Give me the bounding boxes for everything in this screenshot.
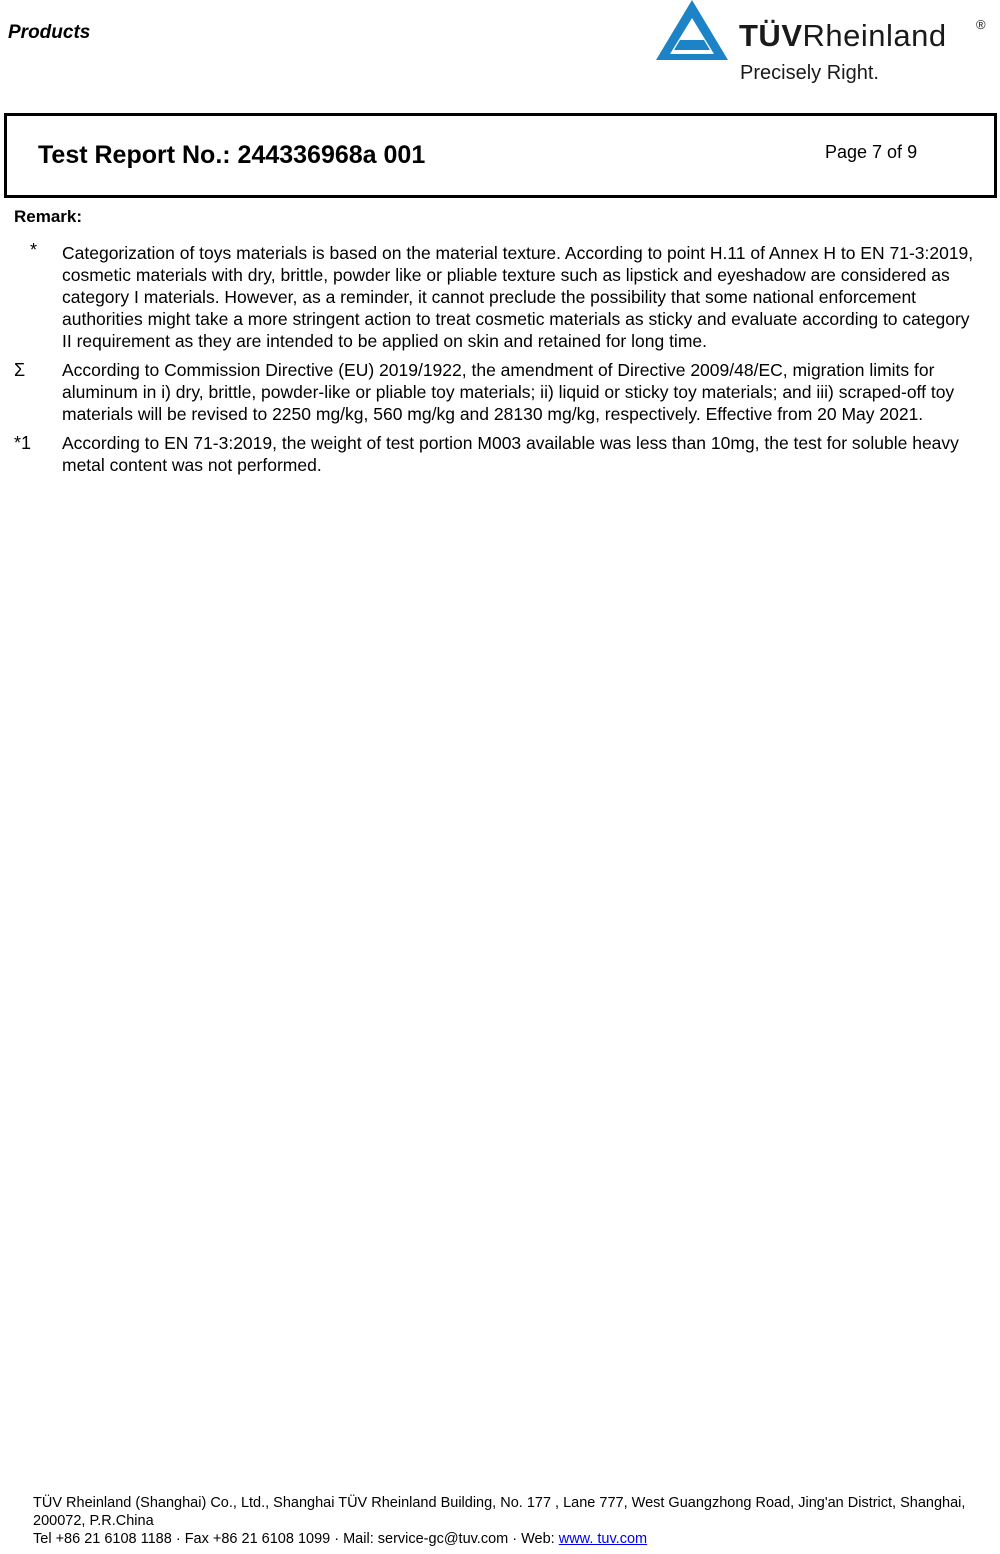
remark-item [14, 242, 974, 352]
triangle-logo-icon [656, 0, 728, 62]
footer-web-link[interactable]: www. tuv.com [558, 1531, 648, 1547]
remark-text: According to Commission Directive (EU) 2019/1922, the amendment of Directive 2009/48/EC, migration limits for aluminum in i) dry, brittle, powder-like or pliable toy materials; ii) liquid or sticky toy materials; and iii) scraped-off toy materials will be revised to 2250 mg/kg, 560 mg/kg and 28130 mg/kg, respectively. Effective from 20 May 2021. [62, 360, 955, 424]
footer [33, 1494, 983, 1548]
page-indicator: Page 7 of 9 [825, 142, 918, 162]
footer-address: TÜV Rheinland (Shanghai) Co., Ltd., Shanghai TÜV Rheinland Building, No. 177 , Lane 777, West Guangzhong Road, Jing'an District, Shanghai, 200072, P.R.China [33, 1495, 966, 1529]
remark-marker: Σ [14, 360, 26, 380]
footer-contact-line [33, 1530, 983, 1548]
remark-heading: Remark: [14, 207, 83, 226]
footer-contact: Tel +86 21 6108 1188 · Fax +86 21 6108 1099 · Mail: service-gc@tuv.com · Web: [33, 1531, 559, 1547]
logo-brand-regular: Rheinland [802, 18, 947, 53]
report-title: Test Report No.: 244336968a 001 [38, 141, 426, 169]
remark-marker: *1 [14, 433, 32, 453]
tuv-rheinland-logo [654, 0, 1000, 95]
remark-item [14, 432, 974, 476]
header-section-label: Products [8, 22, 91, 43]
registered-mark: ® [976, 17, 986, 32]
logo-wordmark [739, 18, 947, 54]
remark-list [14, 242, 974, 483]
remark-text: Categorization of toys materials is based on the material texture. According to point H.11 of Annex H to EN 71-3:2019, cosmetic materials with dry, brittle, powder like or pliable texture such as lipstick and eyeshadow are considered as category I materials. However, as a reminder, it cannot preclude the possibility that some national enforcement authorities might take a more stringent action to treat cosmetic materials as sticky and evaluate according to category II requirement as they are intended to be applied on skin and retained for long time. [62, 243, 974, 351]
remark-text: According to EN 71-3:2019, the weight of test portion M003 available was less than 10mg, the test for soluble heavy metal content was not performed. [62, 433, 959, 475]
remark-marker: * [30, 240, 38, 260]
logo-brand-bold: TÜV [739, 18, 803, 53]
report-header-box [4, 113, 997, 198]
remark-item [14, 359, 974, 425]
logo-tagline: Precisely Right. [740, 62, 879, 84]
